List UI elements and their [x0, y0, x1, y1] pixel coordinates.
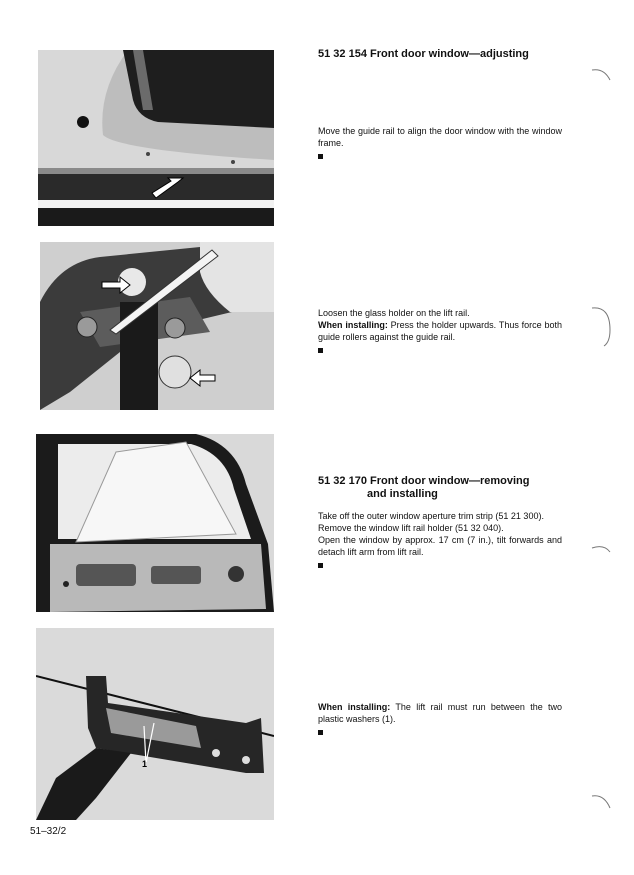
heading-code: 51 32 170	[318, 475, 367, 487]
section-text-lift-rail	[318, 701, 562, 735]
section-heading-removing	[318, 475, 530, 501]
photo-door-frame-guide-rail	[38, 50, 274, 226]
end-of-section-square-icon	[318, 154, 323, 159]
instruction-text: Move the guide rail to align the door window with the window frame.	[318, 126, 562, 148]
instruction-text: Loosen the glass holder on the lift rail.	[318, 308, 470, 318]
section-heading-adjusting	[318, 48, 529, 61]
section-text-glass-holder	[318, 307, 562, 353]
page-number: 51–32/2	[30, 826, 67, 837]
callout-label-1: 1	[142, 759, 148, 769]
photo-door-panel-window	[36, 434, 274, 612]
instruction-line: Open the window by approx. 17 cm (7 in.), tilt forwards and detach lift arm from lift rail.	[318, 535, 562, 557]
instruction-line: Remove the window lift rail holder (51 32 040).	[318, 523, 504, 533]
binding-mark	[590, 790, 614, 812]
installing-label: When installing:	[318, 320, 388, 330]
heading-title: Front door window—removing	[370, 475, 530, 487]
instruction-line: Take off the outer window aperture trim strip (51 21 300).	[318, 511, 544, 521]
end-of-section-square-icon	[318, 563, 323, 568]
heading-subtitle: and installing	[367, 488, 438, 500]
heading-code: 51 32 154	[318, 48, 367, 60]
installing-text: Press the holder upwards. Thus force both guide rollers against the guide rail.	[318, 320, 562, 342]
binding-mark	[590, 62, 614, 82]
section-text-adjusting	[318, 125, 562, 159]
installing-note	[318, 701, 562, 725]
photo-glass-holder-lift-rail	[40, 242, 274, 410]
end-of-section-square-icon	[318, 348, 323, 353]
section-text-removing	[318, 510, 562, 568]
binding-mark	[590, 538, 614, 558]
installing-label: When installing:	[318, 702, 391, 712]
heading-title: Front door window—adjusting	[370, 48, 529, 60]
installing-note	[318, 319, 562, 343]
photo-lift-rail-washers	[36, 628, 274, 820]
installing-text: The lift rail must run between the two plastic washers (1).	[318, 702, 563, 724]
end-of-section-square-icon	[318, 730, 323, 735]
binding-mark	[590, 300, 614, 350]
